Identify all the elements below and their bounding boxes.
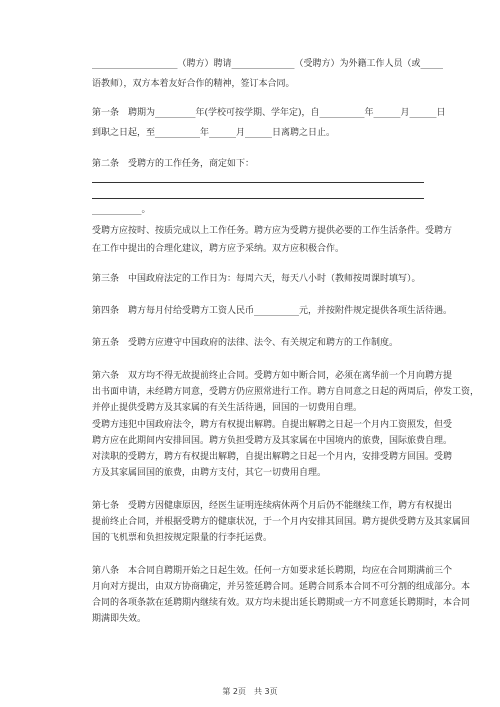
article-2-body-line-2: 在工作中提出的合理化建议，聘方应予采纳。双方应积极合作。 (92, 244, 345, 254)
blank-line (92, 182, 424, 183)
article-6-line-5: 聘方应在此期间内安排回国。聘方负担受聘方及其家属在中国境内的旅费，国际旅费自理。 (92, 436, 453, 446)
article-7-line-1: 第七条 受聘方因健康原因，经医生证明连续病休两个月后仍不能继续工作，聘方有权提出 (92, 501, 453, 511)
article-6-line-7: 方及其家属回国的旅费，由聘方支付，其它一切费用自理。 (92, 468, 327, 478)
intro-line-2: 语教师），双方本着友好合作的精神，签订本合同。 (92, 79, 295, 89)
article-1-line-2: 到职之日起，至__________年______月______日离聘之日止。 (92, 128, 336, 138)
intro-line-1: ___________________（聘方）聘请______________（受聘方）为外籍工作人员（或_____ (92, 59, 444, 69)
article-6-line-4: 受聘方违犯中国政府法令，聘方有权提出解聘。自提出解聘之日起一个月内工资照发，但受 (92, 420, 453, 430)
article-8-line-3: 合同的各项条款在延聘期内继续有效。双方均未提出延长聘期或一方不同意延长聘期时，本合同 (92, 598, 471, 608)
article-8-line-2: 月向对方提出，由双方协商确定，并另签延聘合同。延聘合同系本合同不可分割的组成部分。本 (92, 582, 471, 592)
page-footer: 第 2页 共 3页 (222, 687, 278, 696)
article-6-line-3: 并停止提供受聘方及其家属的有关生活待遇，回国的一切费用自理。 (92, 403, 363, 413)
article-8-line-4: 期满即失效。 (92, 614, 147, 624)
article-6-line-2: 出书面申请，未经聘方同意，受聘方仍应照常进行工作。聘方自同意之日起的两周后，停发工资， (92, 387, 480, 397)
article-5: 第五条 受聘方应遵守中国政府的法律、法令、有关规定和聘方的工作制度。 (92, 338, 399, 348)
article-7-line-2: 提前终止合同，并根据受聘方的健康状况，于一个月内安排其回国。聘方提供受聘方及其家属回 (92, 517, 471, 527)
article-6-line-1: 第六条 双方均不得无故提前终止合同。受聘方如中断合同，必须在离华前一个月向聘方提 (92, 371, 453, 381)
article-2-title: 第二条 受聘方的工作任务，商定如下： (92, 159, 255, 169)
article-1-line-1: 第一条 聘期为_________年(学校可按学期、学年定)，自__________年______月______日 (92, 108, 446, 118)
article-7-line-3: 国的飞机票和负担按规定限量的行李托运费。 (92, 533, 273, 543)
article-4: 第四条 聘方每月付给受聘方工资人民币__________元，并按附件规定提供各项生活待遇。 (92, 306, 453, 316)
article-2-blank-end: ___________。 (92, 205, 151, 215)
article-8-line-1: 第八条 本合同自聘期开始之日起生效。任何一方如要求延长聘期，均应在合同期满前三个 (92, 566, 453, 576)
article-6-line-6: 对渎职的受聘方，聘方有权提出解聘，自提出解聘之日起一个月内，安排受聘方回国。受聘 (92, 452, 453, 462)
blank-line (92, 198, 424, 199)
article-3: 第三条 中国政府法定的工作日为：每周六天，每天八小时（教师按周课时填写）。 (92, 274, 421, 284)
article-2-body-line-1: 受聘方应按时、按质完成以上工作任务。聘方应为受聘方提供必要的工作生活条件。受聘方 (92, 226, 453, 236)
